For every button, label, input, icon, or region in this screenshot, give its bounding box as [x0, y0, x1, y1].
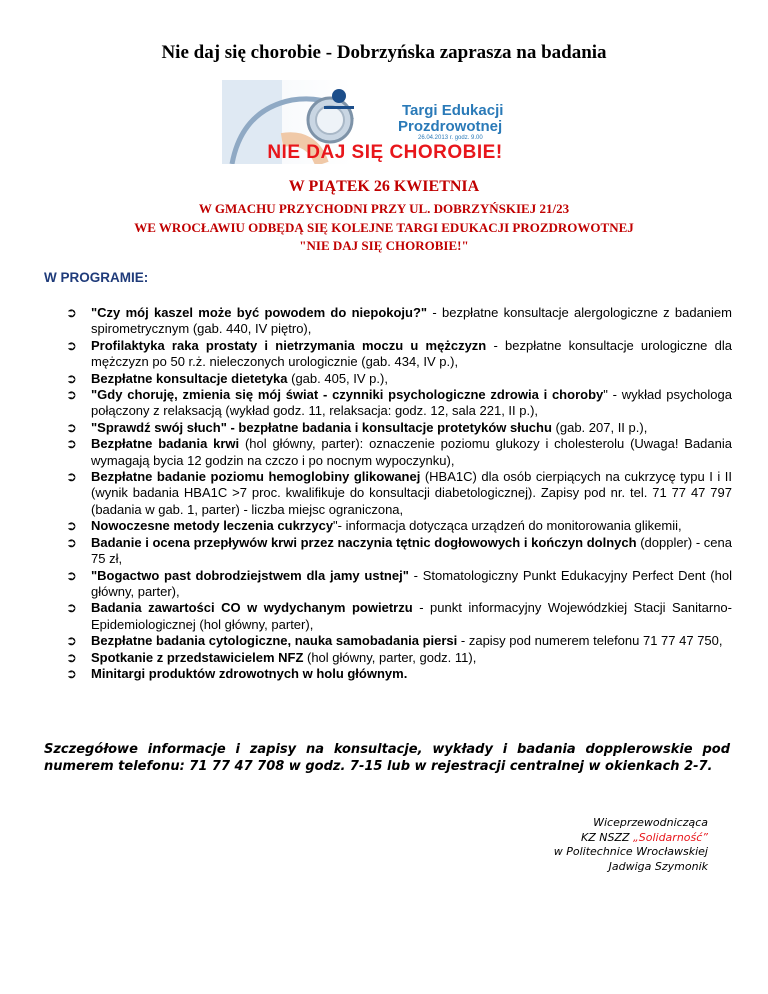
list-item	[66, 666, 732, 682]
signature-org-red: „Solidarność”	[633, 830, 708, 844]
arrow-bullet-icon: ➲	[66, 567, 77, 583]
list-item-bold: Nowoczesne metody leczenia cukrzycy	[91, 518, 334, 534]
arrow-bullet-icon: ➲	[66, 305, 77, 320]
list-item	[66, 305, 732, 338]
heading-slogan: "NIE DAJ SIĘ CHOROBIE!"	[299, 238, 469, 253]
event-banner	[222, 80, 548, 164]
list-item-text: - bezpłatne konsultacje alergologiczne z badaniem spirometrycznym (gab. 440, IV piętro),	[91, 305, 732, 337]
list-item	[66, 338, 732, 371]
arrow-bullet-icon: ➲	[66, 419, 77, 435]
list-item-text: - Stomatologiczny Punkt Edukacyjny Perfect Dent (hol główny, parter),	[91, 567, 732, 599]
signature-institution: w Politechnice Wrocławskiej	[553, 845, 708, 858]
arrow-bullet-icon: ➲	[66, 337, 77, 353]
signature-org-prefix: KZ NSZZ	[581, 830, 634, 844]
list-item-bold: Bezpłatne badanie poziomu hemoglobiny glikowanej	[91, 469, 421, 485]
heading-date: W PIĄTEK 26 KWIETNIA	[288, 178, 480, 195]
list-item-bold: Profilaktyka raka prostaty i nietrzymania moczu u mężczyzn	[91, 337, 487, 353]
list-item	[66, 633, 732, 649]
arrow-bullet-icon: ➲	[66, 649, 77, 665]
arrow-bullet-icon: ➲	[66, 633, 77, 649]
list-item	[66, 600, 732, 633]
arrow-bullet-icon: ➲	[66, 518, 77, 534]
list-item	[66, 371, 732, 387]
list-item-bold: "Bogactwo past dobrodziejstwem dla jamy ustnej"	[91, 567, 409, 583]
list-item	[66, 387, 732, 420]
list-item-text: (gab. 207, II p.),	[551, 419, 648, 435]
list-item-text: (gab. 405, IV p.),	[287, 370, 388, 386]
page-title: Nie daj się chorobie - Dobrzyńska zaprasza na badania	[161, 42, 607, 63]
list-item-bold: Bezpłatne badania krwi	[91, 436, 240, 452]
list-item-text: " - wykład psychologa połączony z relaksacją (wykład godz. 11, relaksacja: godz. 12, sala 221, II p.),	[91, 387, 732, 419]
list-item	[66, 420, 732, 436]
clinic-logo-icon	[314, 86, 364, 116]
list-item-text: "- informacja dotycząca urządzeń do monitorowania glikemii,	[333, 518, 682, 534]
list-item-text: - zapisy pod numerem telefonu 71 77 47 750,	[457, 633, 723, 649]
list-item-bold: "Gdy choruję, zmienia się mój świat - czynniki psychologiczne zdrowia i choroby	[91, 387, 604, 403]
list-item	[66, 436, 732, 469]
list-item-bold: Bezpłatne badania cytologiczne, nauka samobadania piersi	[91, 633, 458, 649]
list-item-bold: Minitargi produktów zdrowotnych w holu głównym.	[91, 665, 408, 681]
list-item-bold: "Czy mój kaszel może być powodem do niepokoju?"	[91, 305, 428, 320]
banner-line2: Prozdrowotnej	[398, 118, 503, 135]
banner-date: 26.04.2013 r. godz. 9.00	[418, 135, 483, 141]
list-item-bold: Badanie i ocena przepływów krwi przez naczynia tętnic dogłowowych i kończyn dolnych	[91, 534, 637, 550]
list-item-text: - bezpłatne konsultacje urologiczne dla mężczyzn po 50 r.ż. nieleczonych urologicznie (gab. 434, IV p.),	[91, 337, 732, 370]
list-item	[66, 518, 732, 534]
arrow-bullet-icon: ➲	[66, 534, 77, 550]
arrow-bullet-icon: ➲	[66, 370, 77, 386]
list-item-bold: "Sprawdź swój słuch" - bezpłatne badania i konsultacje protetyków słuchu	[91, 419, 552, 435]
banner-slogan: NIE DAJ SIĘ CHOROBIE!	[267, 142, 503, 163]
list-item	[66, 568, 732, 601]
list-item-bold: Badania zawartości CO w wydychanym powietrzu	[91, 600, 413, 616]
arrow-bullet-icon: ➲	[66, 469, 77, 485]
signature-title: Wiceprzewodnicząca	[593, 816, 708, 829]
signature-block	[554, 816, 708, 874]
list-item-text: - punkt informacyjny Wojewódzkiej Stacji Sanitarno-Epidemiologicznej (hol główny, parter),	[91, 600, 732, 632]
list-item	[66, 535, 732, 568]
arrow-bullet-icon: ➲	[66, 665, 77, 681]
arrow-bullet-icon: ➲	[66, 600, 77, 616]
section-title: W PROGRAMIE:	[44, 270, 149, 285]
list-item	[66, 469, 732, 518]
info-paragraph: Szczegółowe informacje i zapisy na konsultacje, wykłady i badania dopplerowskie pod numerem telefonu: 71 77 47 708 w godz. 7-15 lub w rejestracji centralnej w okienkach 2-7.	[44, 742, 730, 774]
list-item-text: (doppler) - cena 75 zł,	[91, 534, 732, 567]
list-item-text: (HBA1C) dla osób cierpiących na cukrzycę typu I i II (wynik badania HBA1C >7 proc. kwalifikuje do konsultacji diabetologicznej). Zapisy pod nr. tel. 71 77 47 797 (badania w gab. 1, parter) - liczba miejsc ograniczona,	[91, 469, 732, 517]
list-item-text: (hol główny, parter, godz. 11),	[303, 649, 477, 665]
heading-event: WE WROCŁAWIU ODBĘDĄ SIĘ KOLEJNE TARGI EDUKACJI PROZDROWOTNEJ	[134, 220, 634, 235]
signature-org	[554, 831, 708, 846]
heading-location: W GMACHU PRZYCHODNI PRZY UL. DOBRZYŃSKIEJ 21/23	[198, 201, 570, 216]
arrow-bullet-icon: ➲	[66, 387, 77, 403]
list-item-bold: Spotkanie z przedstawicielem NFZ	[91, 649, 304, 665]
signature-name: Jadwiga Szymonik	[608, 859, 708, 873]
program-list	[66, 305, 732, 682]
arrow-bullet-icon: ➲	[66, 436, 77, 452]
list-item-bold: Bezpłatne konsultacje dietetyka	[91, 370, 288, 386]
banner-line1: Targi Edukacji	[402, 102, 504, 119]
list-item-text: (hol główny, parter): oznaczenie poziomu glukozy i cholesterolu (Uwaga! Badania wymagają bycia 12 godzin na czczo i po nocnym wypoczynku),	[91, 436, 732, 468]
list-item	[66, 650, 732, 666]
